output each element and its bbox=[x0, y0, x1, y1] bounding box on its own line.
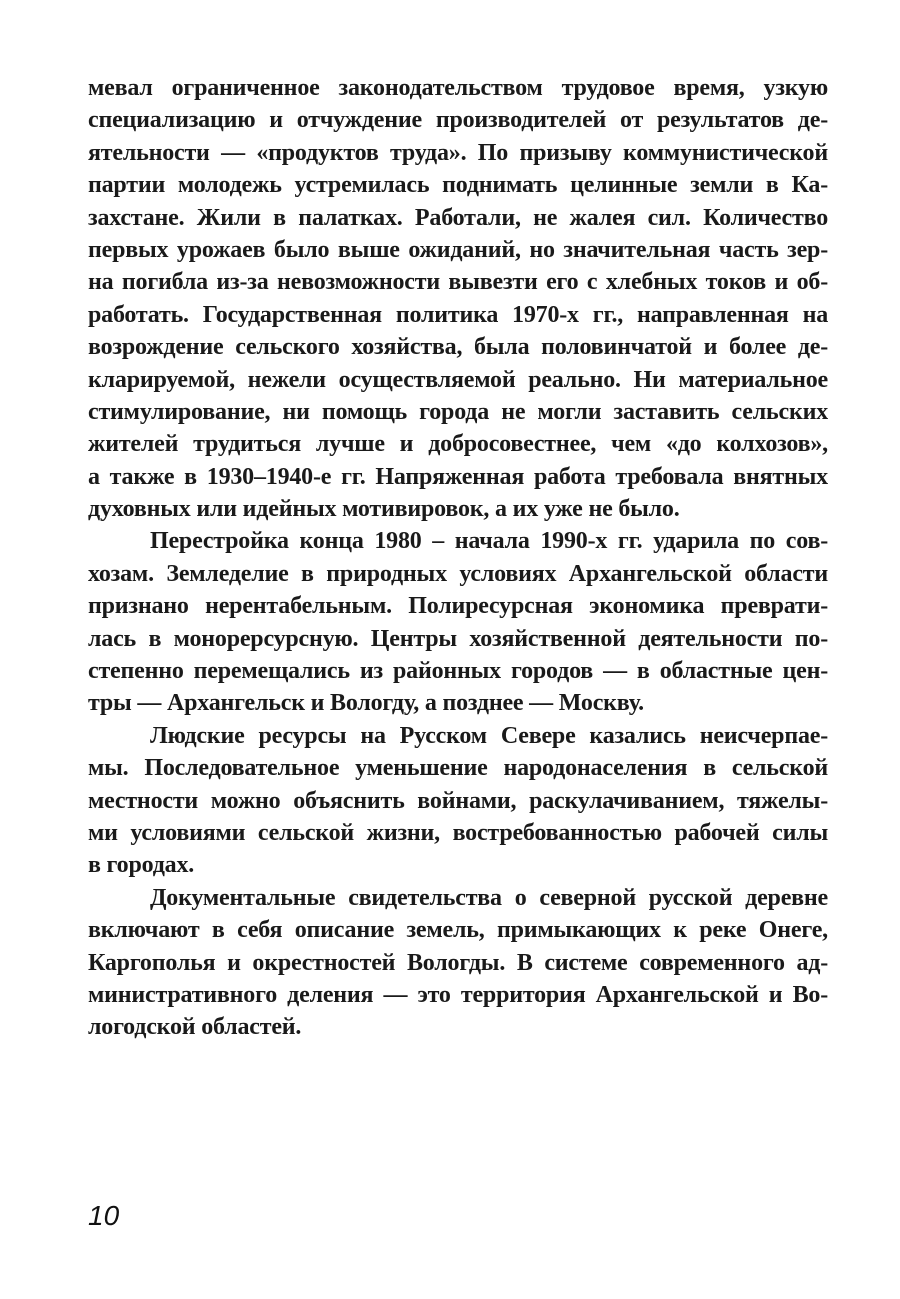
text-line: лась в монорерсурсную. Центры хозяйственной деятельности по- bbox=[88, 625, 828, 652]
text-line: Каргополья и окрестностей Вологды. В системе современного ад- bbox=[88, 949, 828, 976]
text-line: ятельности — «продуктов труда». По призыву коммунистической bbox=[88, 139, 828, 166]
text-line: кларируемой, нежели осуществляемой реально. Ни материальное bbox=[88, 366, 828, 393]
text-line: включают в себя описание земель, примыкающих к реке Онеге, bbox=[88, 917, 828, 944]
text-line: Документальные свидетельства о северной русской деревне bbox=[150, 884, 828, 911]
paragraph bbox=[88, 525, 828, 719]
text-line: хозам. Земледелие в природных условиях Архангельской области bbox=[88, 560, 828, 587]
text-line: мы. Последовательное уменьшение народонаселения в сельской bbox=[88, 755, 828, 782]
text-line: местности можно объяснить войнами, раскулачиванием, тяжелы- bbox=[88, 787, 828, 814]
text-line: мевал ограниченное законодательством трудовое время, узкую bbox=[88, 75, 828, 101]
text-line: духовных или идейных мотивировок, а их уже не было. bbox=[88, 496, 680, 523]
text-line: партии молодежь устремилась поднимать целинные земли в Ка- bbox=[88, 172, 828, 199]
paragraph bbox=[88, 882, 828, 1044]
text-line: стимулирование, ни помощь города не могли заставить сельских bbox=[88, 398, 828, 425]
paragraph bbox=[88, 720, 828, 882]
text-line: на погибла из-за невозможности вывезти его с хлебных токов и об- bbox=[88, 269, 828, 296]
text-line: логодской областей. bbox=[88, 1014, 302, 1041]
text-line: специализацию и отчуждение производителей от результатов де- bbox=[88, 107, 828, 134]
text-line: признано нерентабельным. Полиресурсная экономика преврати- bbox=[88, 593, 828, 620]
text-line: Людские ресурсы на Русском Севере казались неисчерпае- bbox=[150, 722, 828, 749]
text-line: а также в 1930–1940-е гг. Напряженная работа требовала внятных bbox=[88, 463, 828, 490]
text-line: в городах. bbox=[88, 852, 195, 879]
page-number: 10 bbox=[88, 1200, 120, 1231]
text-line: Перестройка конца 1980 – начала 1990-х гг. ударила по сов- bbox=[150, 528, 828, 555]
text-line: возрождение сельского хозяйства, была половинчатой и более де- bbox=[88, 334, 828, 361]
text-line: жителей трудиться лучше и добросовестнее, чем «до колхозов», bbox=[88, 431, 828, 458]
text-line: работать. Государственная политика 1970-х гг., направленная на bbox=[88, 301, 828, 328]
text-line: ми условиями сельской жизни, востребованностью рабочей силы bbox=[88, 819, 828, 846]
text-line: захстане. Жили в палатках. Работали, не жалея сил. Количество bbox=[88, 204, 828, 231]
text-line: тры — Архангельск и Вологду, а позднее — Москву. bbox=[88, 690, 644, 717]
paragraph bbox=[88, 72, 828, 525]
text-line: первых урожаев было выше ожиданий, но значительная часть зер- bbox=[88, 236, 828, 263]
text-line: степенно перемещались из районных городов — в областные цен- bbox=[88, 658, 828, 685]
text-line: министративного деления — это территория Архангельской и Во- bbox=[88, 981, 828, 1008]
page-body bbox=[88, 72, 828, 1044]
